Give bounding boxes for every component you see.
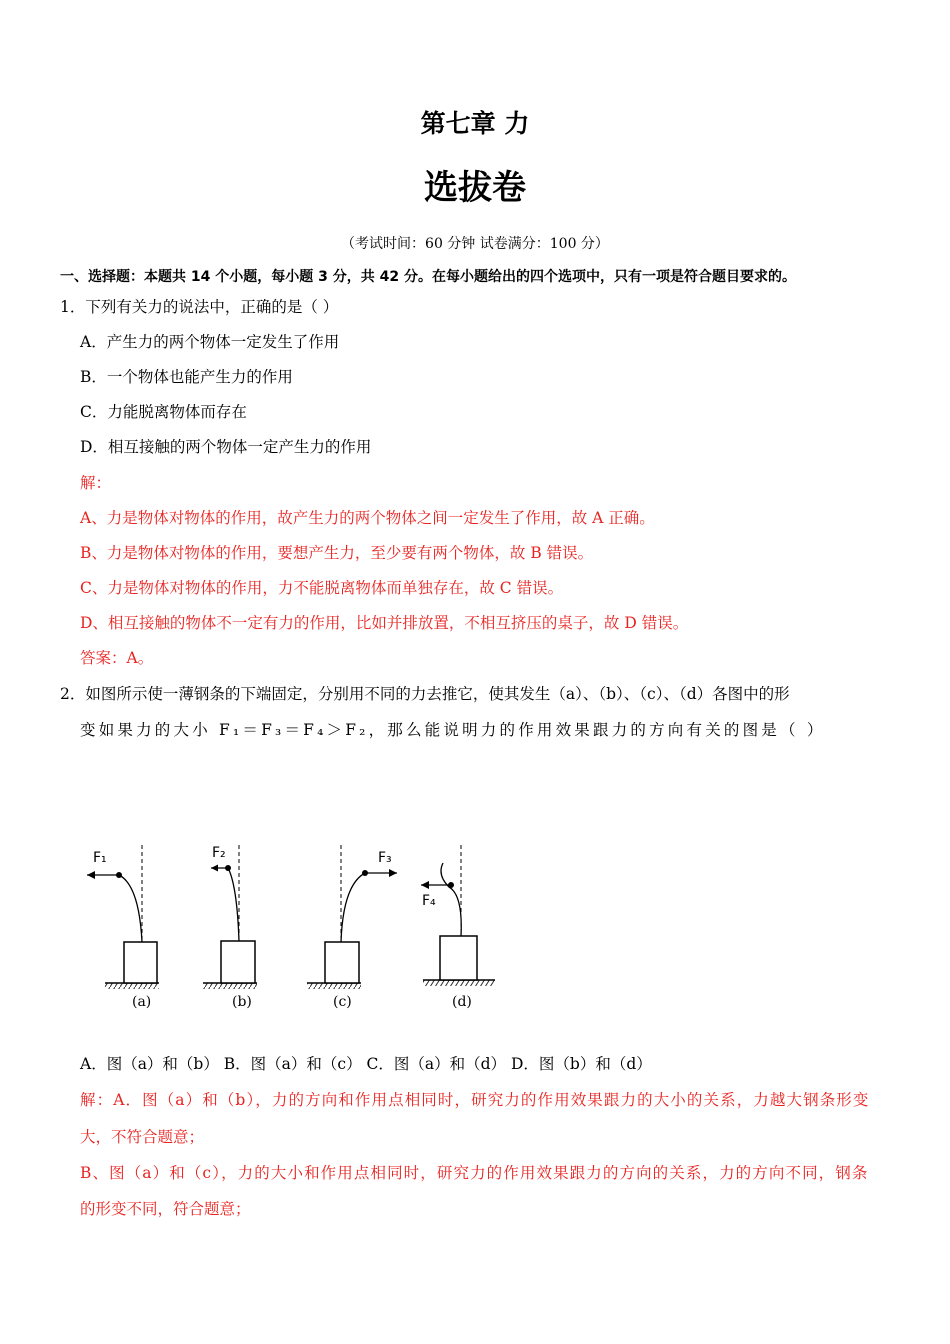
q2-solution-line: 解：A．图（a）和（b），力的方向和作用点相同时，研究力的作用效果跟力的大小的关系，力越大钢条形变	[80, 1091, 870, 1109]
q1-solution-line: A、力是物体对物体的作用，故产生力的两个物体之间一定发生了作用，故 A 正确。	[80, 509, 655, 527]
q1-option-c: C．力能脱离物体而存在	[80, 403, 247, 421]
q2-options: A．图（a）和（b） B．图（a）和（c） C．图（a）和（d） D．图（b）和（d）	[80, 1055, 652, 1073]
panel-b	[203, 845, 257, 989]
force-label-f4: F₄	[422, 893, 436, 909]
q1-solution-line: B、力是物体对物体的作用，要想产生力，至少要有两个物体，故 B 错误。	[80, 544, 594, 562]
q2-stem-line1: 2．如图所示使一薄钢条的下端固定，分别用不同的力去推它，使其发生（a）、（b）、（c）、（d）各图中的形	[60, 685, 790, 703]
q1-option-d: D．相互接触的两个物体一定产生力的作用	[80, 438, 372, 456]
panel-label-a: (a)	[132, 994, 152, 1010]
paper-title: 选拔卷	[424, 168, 526, 208]
chapter-title: 第七章 力	[420, 109, 530, 138]
panel-c	[307, 845, 397, 989]
q1-answer: 答案：A。	[80, 649, 154, 667]
q1-solution-line: C、力是物体对物体的作用，力不能脱离物体而单独存在，故 C 错误。	[80, 579, 564, 597]
q2-solution-line: B、图（a）和（c），力的大小和作用点相同时，研究力的作用效果跟力的方向的关系，力的方向不同，钢条	[80, 1164, 869, 1182]
q1-option-a: A．产生力的两个物体一定发生了作用	[80, 333, 340, 351]
panel-d	[421, 845, 495, 986]
panel-label-b: (b)	[232, 994, 252, 1010]
force-label-f1: F₁	[93, 850, 107, 866]
force-label-f2: F₂	[212, 845, 226, 861]
panel-label-c: (c)	[333, 994, 352, 1010]
q1-solution-label: 解：	[80, 474, 112, 492]
section-heading: 一、选择题：本题共 14 个小题，每小题 3 分，共 42 分。在每小题给出的四个选项中，只有一项是符合题目要求的。	[60, 269, 796, 285]
exam-info: （考试时间：60 分钟 试卷满分：100 分）	[341, 236, 609, 252]
q2-solution-line: 大，不符合题意；	[80, 1128, 205, 1146]
q1-solution-line: D、相互接触的物体不一定有力的作用，比如并排放置，不相互挤压的桌子，故 D 错误。	[80, 614, 689, 632]
panel-label-d: (d)	[452, 994, 472, 1010]
q2-solution-line: 的形变不同，符合题意；	[80, 1200, 251, 1218]
q1-stem: 1．下列有关力的说法中，正确的是（ ）	[60, 298, 339, 316]
panel-a	[87, 845, 159, 989]
q2-stem-line2: 变如果力的大小 F₁＝F₃＝F₄＞F₂，那么能说明力的作用效果跟力的方向有关的图是（ ）	[80, 721, 826, 739]
q1-option-b: B．一个物体也能产生力的作用	[80, 368, 293, 386]
force-label-f3: F₃	[378, 850, 392, 866]
